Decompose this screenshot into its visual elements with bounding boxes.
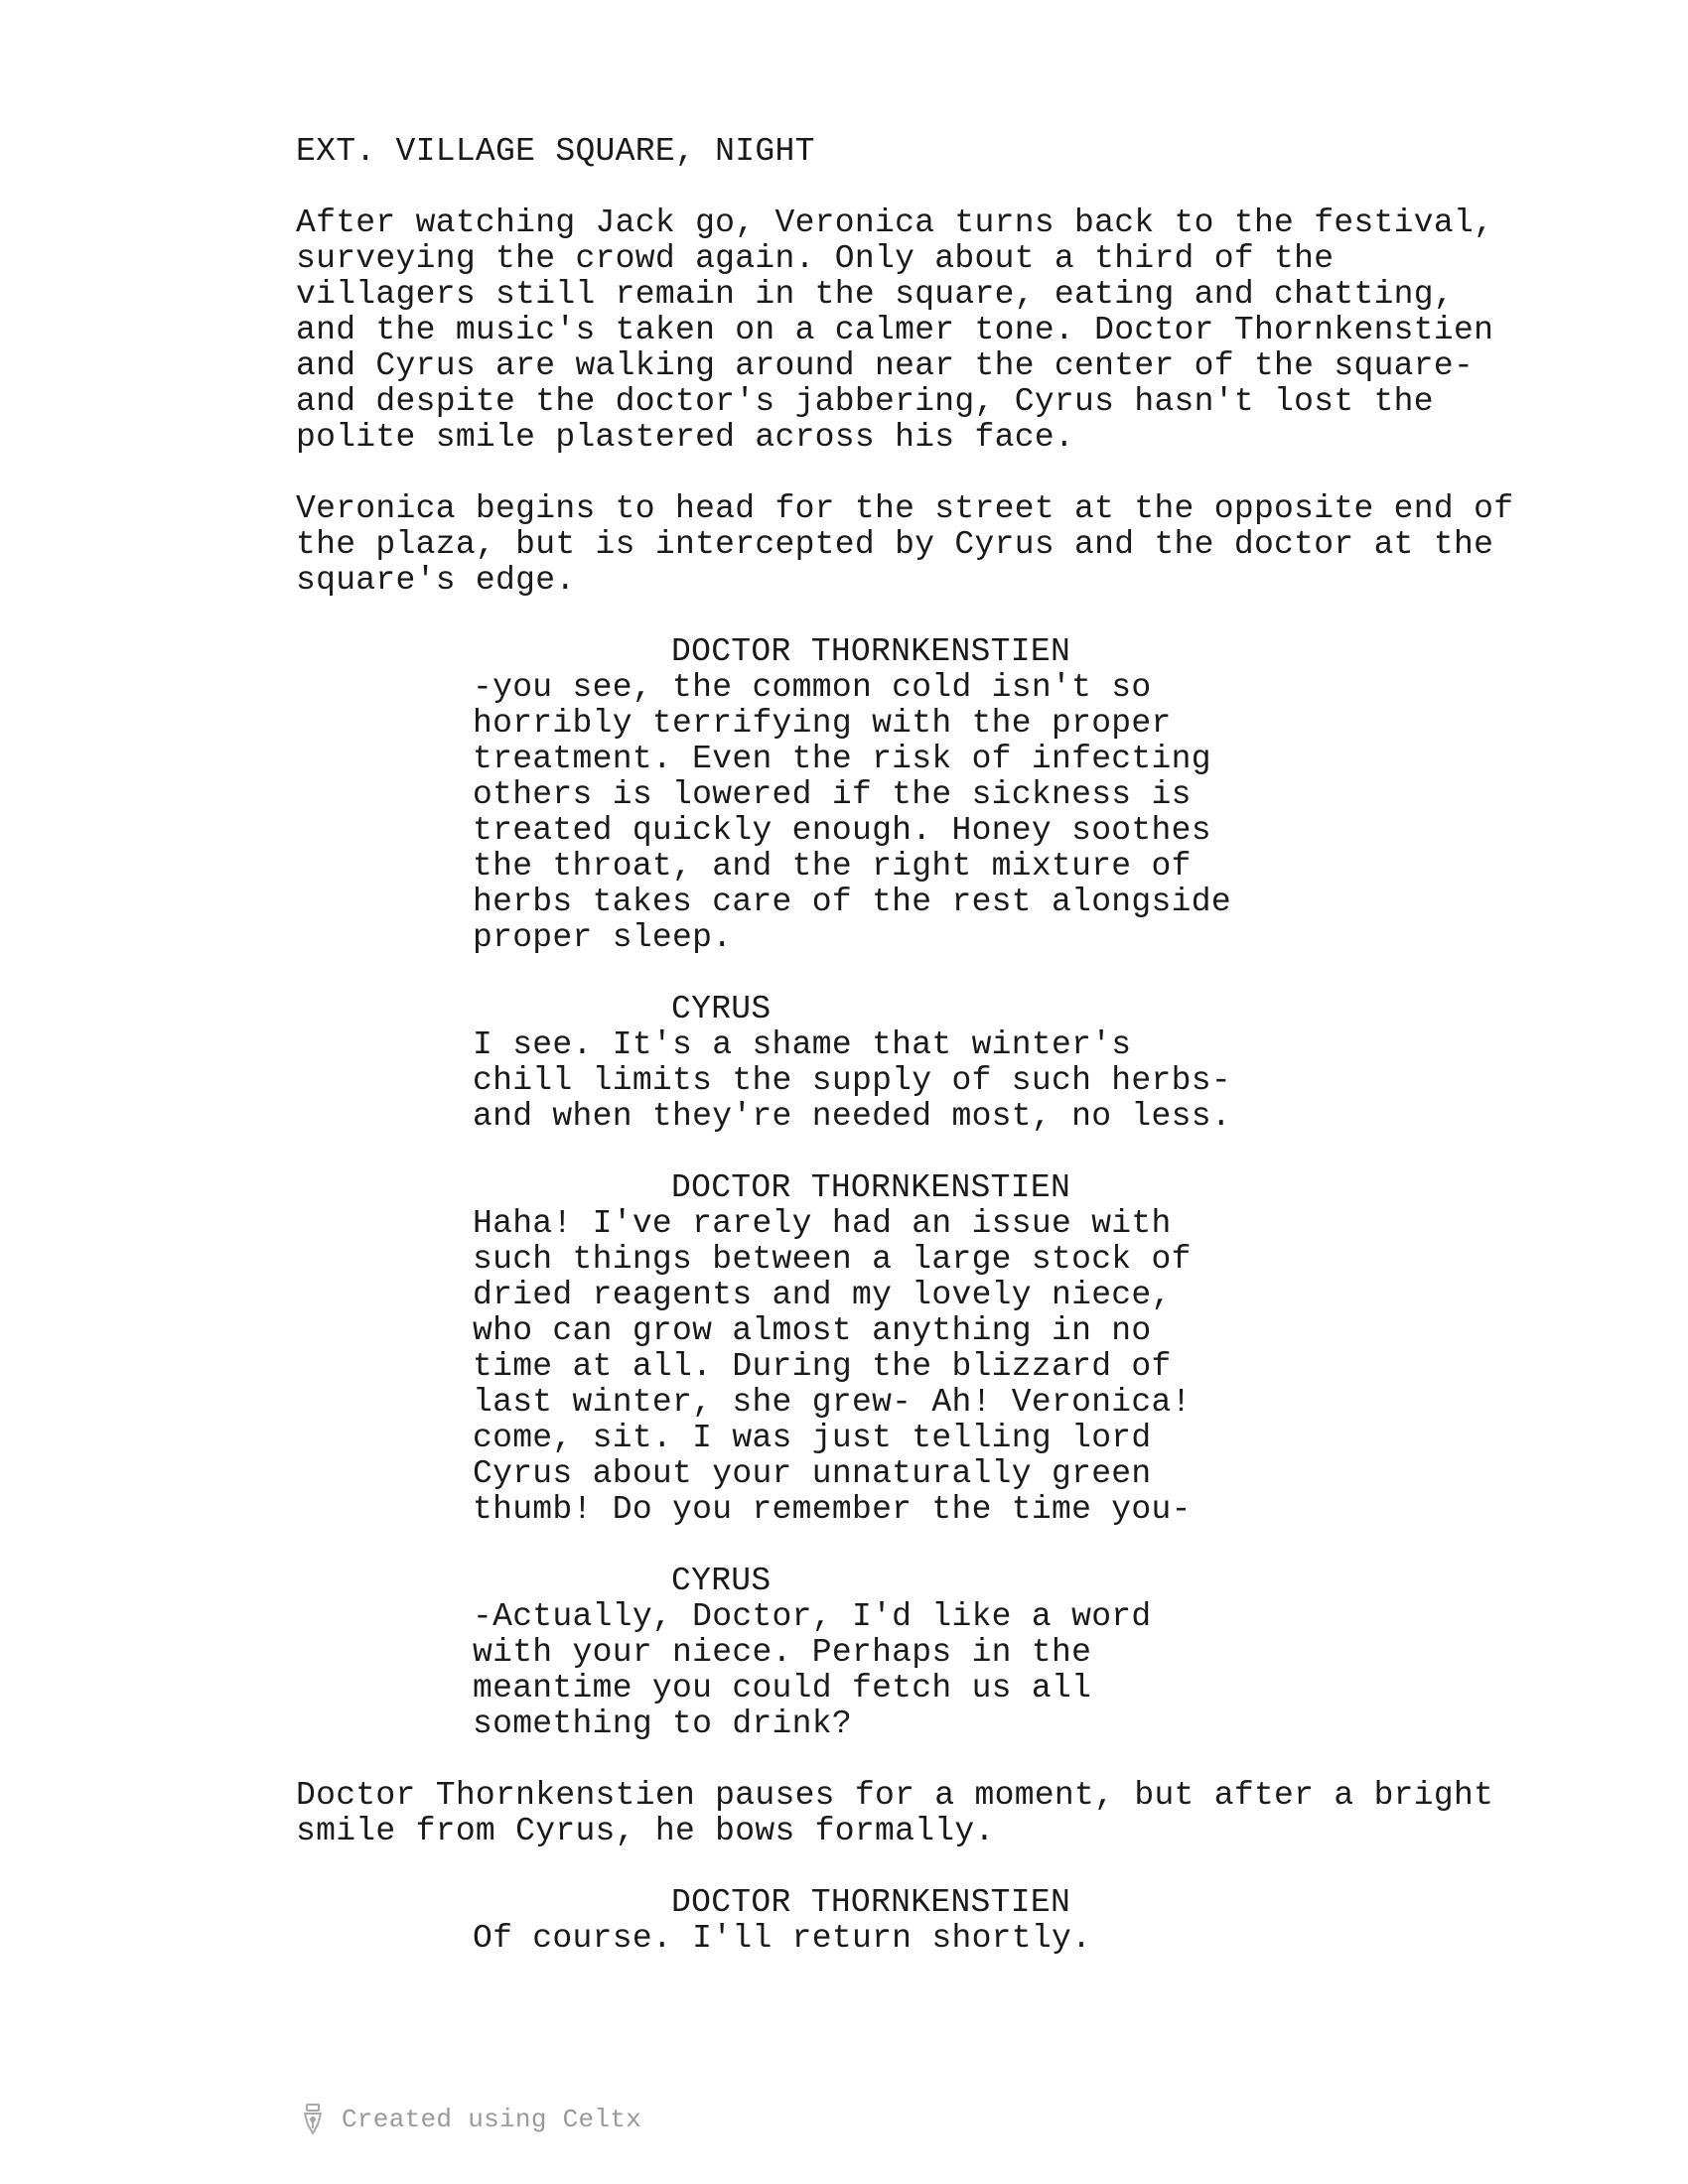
dialogue-line: -Actually, Doctor, I'd like a word	[473, 1598, 1152, 1635]
footer-text: Created using Celtx	[342, 2105, 642, 2134]
character-name: DOCTOR THORNKENSTIEN	[671, 1884, 1071, 1921]
dialogue-line: something to drink?	[473, 1706, 852, 1742]
dialogue-line: -you see, the common cold isn't so	[473, 669, 1152, 706]
dialogue-line: with your niece. Perhaps in the	[473, 1634, 1092, 1671]
dialogue-line: chill limits the supply of such herbs-	[473, 1062, 1231, 1099]
action-line: After watching Jack go, Veronica turns back to the festival,	[296, 205, 1494, 241]
dialogue-line: horribly terrifying with the proper	[473, 705, 1172, 742]
character-name: CYRUS	[671, 1563, 772, 1599]
action-line: and despite the doctor's jabbering, Cyrus hasn't lost the	[296, 383, 1434, 420]
dialogue-line: dried reagents and my lovely niece,	[473, 1277, 1172, 1313]
scene-heading: EXT. VILLAGE SQUARE, NIGHT	[296, 133, 815, 170]
dialogue-line: I see. It's a shame that winter's	[473, 1026, 1132, 1063]
action-line: and the music's taken on a calmer tone. Doctor Thornkenstien	[296, 312, 1494, 348]
dialogue-line: treated quickly enough. Honey soothes	[473, 812, 1211, 849]
dialogue-line: who can grow almost anything in no	[473, 1312, 1152, 1349]
character-name: CYRUS	[671, 991, 772, 1027]
action-line: and Cyrus are walking around near the center of the square-	[296, 347, 1475, 384]
dialogue-line: time at all. During the blizzard of	[473, 1348, 1172, 1385]
dialogue-line: such things between a large stock of	[473, 1241, 1192, 1278]
pen-nib-icon	[300, 2103, 326, 2136]
action-line: Veronica begins to head for the street at the opposite end of	[296, 490, 1514, 527]
dialogue-line: proper sleep.	[473, 919, 733, 956]
action-line: square's edge.	[296, 562, 576, 599]
action-line: the plaza, but is intercepted by Cyrus and the doctor at the	[296, 526, 1494, 563]
dialogue-line: meantime you could fetch us all	[473, 1670, 1092, 1706]
dialogue-line: herbs takes care of the rest alongside	[473, 884, 1231, 920]
action-line: villagers still remain in the square, eating and chatting,	[296, 276, 1454, 313]
dialogue-line: last winter, she grew- Ah! Veronica!	[473, 1384, 1192, 1421]
dialogue-line: and when they're needed most, no less.	[473, 1098, 1231, 1135]
dialogue-line: Cyrus about your unnaturally green	[473, 1455, 1152, 1492]
action-line: smile from Cyrus, he bows formally.	[296, 1813, 995, 1849]
character-name: DOCTOR THORNKENSTIEN	[671, 1169, 1071, 1206]
dialogue-line: Haha! I've rarely had an issue with	[473, 1205, 1172, 1242]
action-line: surveying the crowd again. Only about a third of the	[296, 240, 1335, 277]
dialogue-line: the throat, and the right mixture of	[473, 848, 1192, 885]
dialogue-line: come, sit. I was just telling lord	[473, 1420, 1152, 1456]
dialogue-line: thumb! Do you remember the time you-	[473, 1491, 1192, 1528]
dialogue-line: others is lowered if the sickness is	[473, 776, 1192, 813]
dialogue-line: Of course. I'll return shortly.	[473, 1920, 1092, 1957]
character-name: DOCTOR THORNKENSTIEN	[671, 633, 1071, 670]
dialogue-line: treatment. Even the risk of infecting	[473, 741, 1211, 777]
action-line: polite smile plastered across his face.	[296, 419, 1075, 456]
action-line: Doctor Thornkenstien pauses for a moment, but after a bright	[296, 1777, 1494, 1814]
celtx-footer	[300, 2103, 641, 2136]
